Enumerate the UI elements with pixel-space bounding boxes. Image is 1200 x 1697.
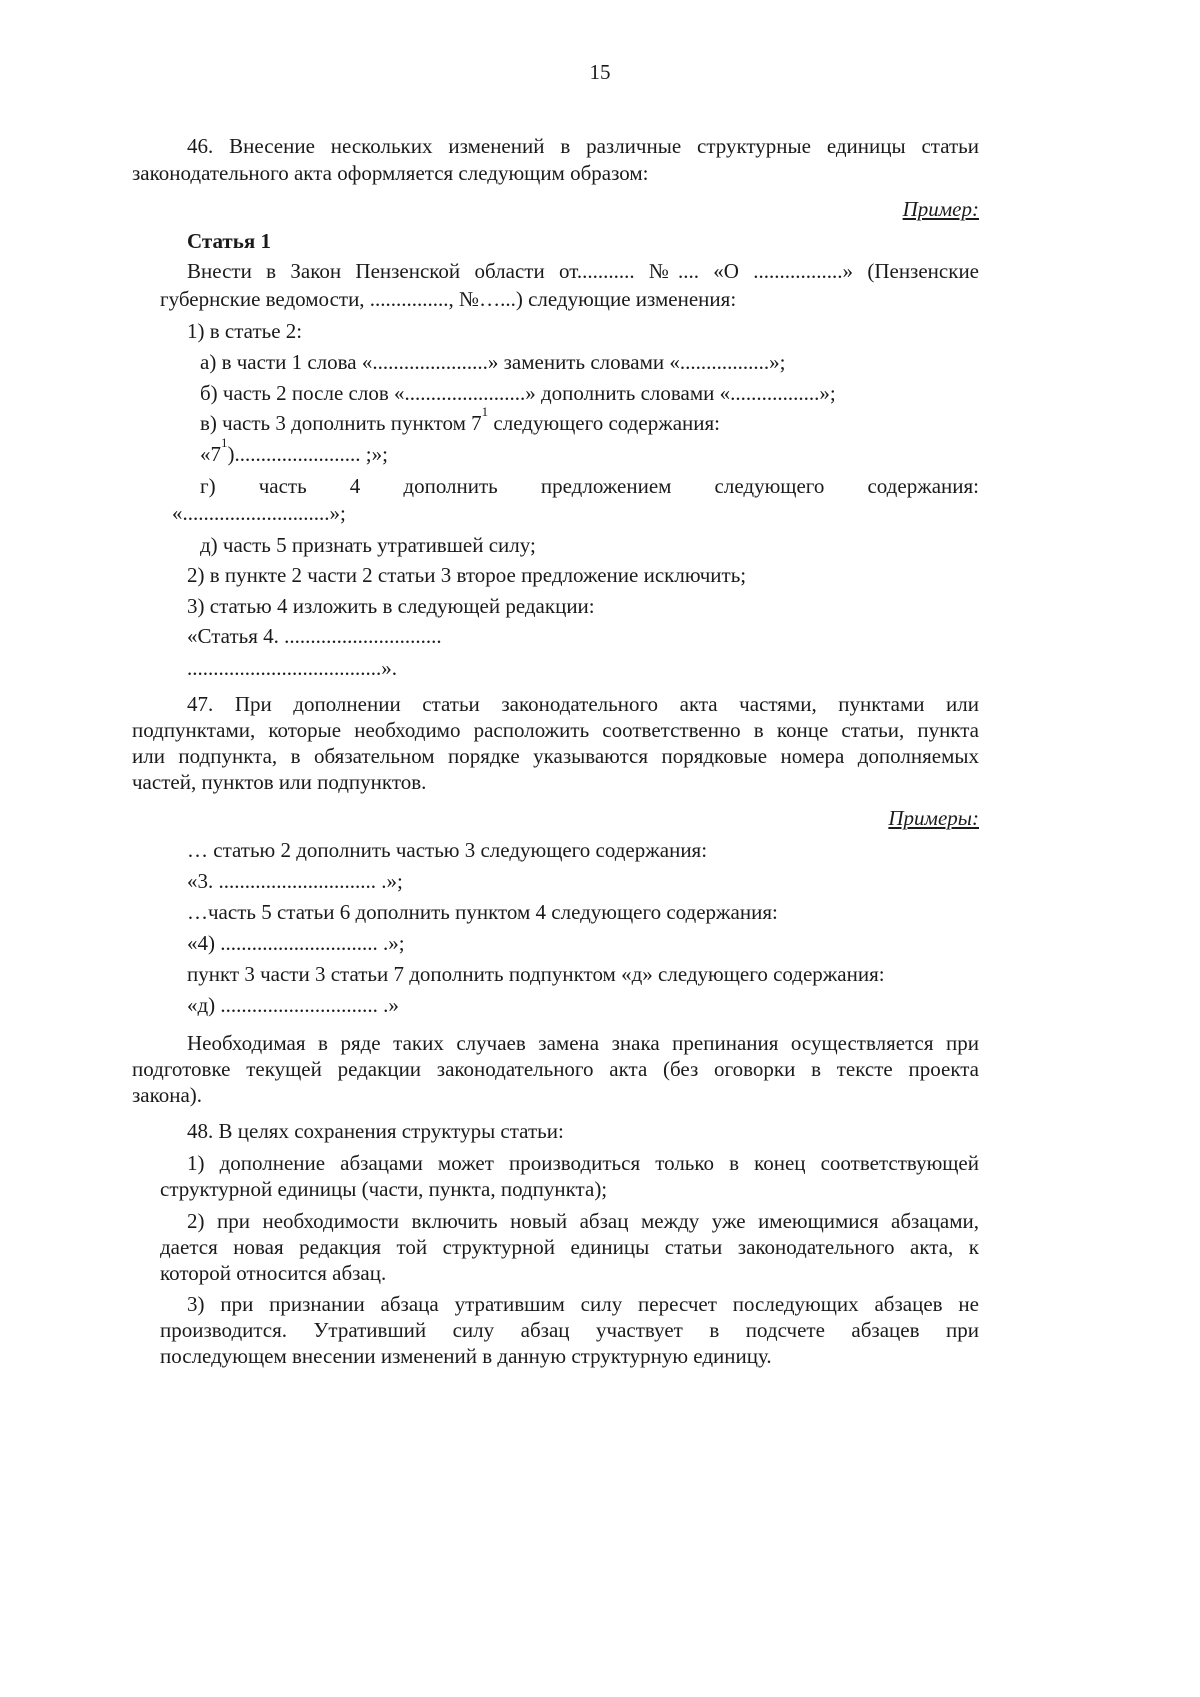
p46-line-1: 46. Внесение нескольких изменений в различные структурные единицы статьи	[187, 134, 979, 158]
example-item-3: 3) статью 4 изложить в следующей редакции:	[187, 594, 595, 618]
example-item-1a: а) в части 1 слова «......................» заменить словами «.................»;	[200, 350, 786, 374]
p47-line-1: 47. При дополнении статьи законодательного акта частями, пунктами или	[187, 692, 979, 716]
example-item-1v-tail: следующего содержания:	[488, 411, 720, 435]
example-label: Пример:	[902, 197, 979, 221]
example-item-1v-text: в) часть 3 дополнить пунктом 7	[200, 411, 482, 435]
example-intro-line-1: Внести в Закон Пензенской области от........... №.... «О .................» (Пензенские	[187, 259, 979, 283]
p48-item-2-line-1: 2) при необходимости включить новый абзац между уже имеющимися абзацами,	[187, 1209, 979, 1233]
examples-item-2: …часть 5 статьи 6 дополнить пунктом 4 следующего содержания:	[187, 900, 778, 924]
example-intro-line-2: губернские ведомости, ..............., №…...) следующие изменения:	[160, 287, 737, 311]
examples-label: Примеры:	[888, 806, 979, 830]
example-item-1d: д) часть 5 признать утратившей силу;	[200, 533, 536, 557]
examples-item-1-quote: «3. .............................. .»;	[187, 869, 403, 893]
examples-item-3-quote: «д) .............................. .»	[187, 993, 399, 1017]
examples-item-3: пункт 3 части 3 статьи 7 дополнить подпунктом «д» следующего содержания:	[187, 962, 885, 986]
note-line-3: закона).	[132, 1083, 203, 1107]
p47-line-4: частей, пунктов или подпунктов.	[132, 770, 427, 794]
p48-item-2-line-3: которой относится абзац.	[160, 1261, 387, 1285]
example-item-1v-quote	[200, 435, 388, 467]
note-line-2: подготовке текущей редакции законодательного акта (без оговорки в тексте проекта	[132, 1057, 979, 1081]
example-item-1v	[200, 404, 720, 436]
example-item-1: 1) в статье 2:	[187, 319, 303, 343]
example-item-1b: б) часть 2 после слов «.......................» дополнить словами «.................»;	[200, 381, 836, 405]
superscript: 1	[481, 404, 489, 419]
example-item-1g-line-2: «............................»;	[172, 501, 346, 525]
p48-item-1-line-1: 1) дополнение абзацами может производиться только в конец соответствующей	[187, 1151, 979, 1175]
examples-item-2-quote: «4) .............................. .»;	[187, 931, 405, 955]
example-item-2: 2) в пункте 2 части 2 статьи 3 второе предложение исключить;	[187, 563, 747, 587]
note-line-1: Необходимая в ряде таких случаев замена знака препинания осуществляется при	[187, 1031, 979, 1055]
example-item-3-quote-1: «Статья 4. ..............................	[187, 624, 442, 648]
example-item-1g-line-1: г) часть 4 дополнить предложением следующего содержания:	[200, 474, 979, 498]
examples-item-1: … статью 2 дополнить частью 3 следующего содержания:	[187, 838, 708, 862]
quote-start: «7	[200, 442, 221, 466]
p48-item-3-line-3: последующем внесении изменений в данную структурную единицу.	[160, 1344, 772, 1368]
p48-intro: 48. В целях сохранения структуры статьи:	[187, 1119, 564, 1143]
p47-line-2: подпунктами, которые необходимо расположить соответственно в конце статьи, пункта	[132, 718, 979, 742]
p48-item-1-line-2: структурной единицы (части, пункта, подпункта);	[160, 1177, 608, 1201]
quote-tail: )........................ ;»;	[227, 442, 388, 466]
example-article-heading: Статья 1	[187, 229, 271, 253]
example-item-3-quote-2: .....................................».	[187, 656, 397, 680]
p48-item-3-line-1: 3) при признании абзаца утратившим силу пересчет последующих абзацев не	[187, 1292, 979, 1316]
page-number: 15	[589, 60, 611, 84]
p48-item-3-line-2: производится. Утративший силу абзац участвует в подсчете абзацев при	[160, 1318, 979, 1342]
p47-line-3: или подпункта, в обязательном порядке указываются порядковые номера дополняемых	[132, 744, 979, 768]
p46-line-2: законодательного акта оформляется следующим образом:	[132, 161, 649, 185]
p48-item-2-line-2: дается новая редакция той структурной единицы статьи законодательного акта, к	[160, 1235, 979, 1259]
superscript: 1	[221, 435, 228, 450]
